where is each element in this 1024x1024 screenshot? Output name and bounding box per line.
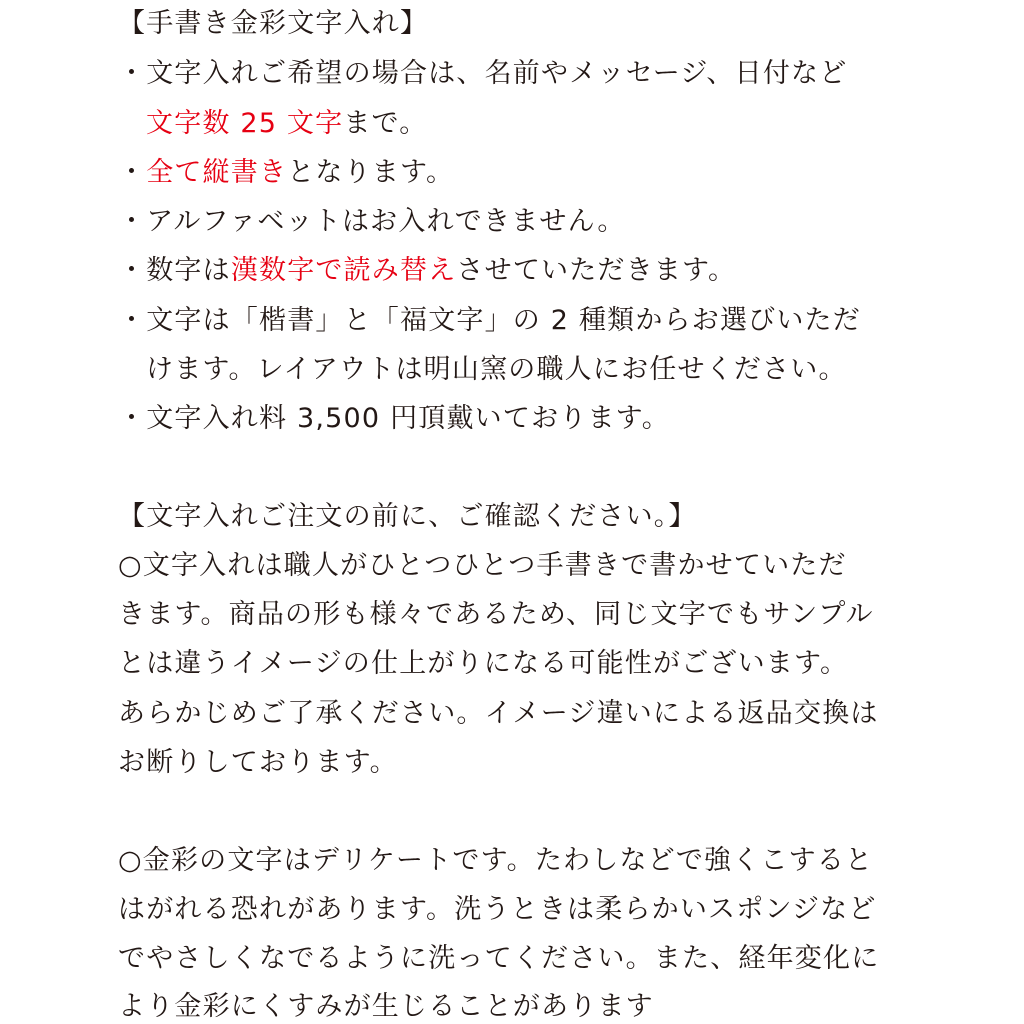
bullet-mark: ・ bbox=[118, 255, 147, 286]
paragraph-handwritten-line-1: ○文字入れは職人がひとつひとつ手書きで書かせていただ bbox=[118, 550, 847, 581]
bullet-request-line-2 bbox=[146, 107, 427, 141]
bullet-mark: ・ bbox=[118, 403, 147, 434]
bullet-request-line-1 bbox=[118, 57, 847, 91]
character-limit-highlight: 文字数 25 文字 bbox=[146, 108, 344, 139]
bullet-mark: ・ bbox=[118, 206, 147, 237]
bullet-vertical-writing bbox=[118, 156, 454, 190]
paragraph-gold-care-line-3: でやさしくなでるように洗ってください。また、経年変化に bbox=[118, 943, 880, 974]
bullet-text: まで。 bbox=[343, 108, 428, 139]
bullet-font-choice-line-2: けます。レイアウトは明山窯の職人にお任せください。 bbox=[146, 354, 847, 385]
bullet-text: 文字は「楷書」と「福文字」の 2 種類からお選びいただ bbox=[146, 305, 861, 336]
section-heading-confirm: 【文字入れご注文の前に、ご確認ください。】 bbox=[118, 501, 697, 532]
paragraph-handwritten-line-5: お断りしております。 bbox=[118, 747, 398, 778]
bullet-text: 文字入れ料 3,500 円頂戴いております。 bbox=[146, 403, 670, 434]
bullet-mark: ・ bbox=[118, 157, 147, 188]
bullet-text: 数字は bbox=[146, 255, 231, 286]
bullet-no-alphabet bbox=[118, 205, 626, 239]
bullet-kanji-numerals bbox=[118, 254, 736, 288]
bullet-mark: ・ bbox=[118, 305, 147, 336]
bullet-fee bbox=[118, 402, 670, 436]
paragraph-gold-care-line-4: より金彩にくすみが生じることがあります bbox=[118, 991, 654, 1022]
bullet-text: アルファベットはお入れできません。 bbox=[146, 206, 626, 237]
bullet-text: させていただきます。 bbox=[456, 255, 737, 286]
bullet-text: 文字入れご希望の場合は、名前やメッセージ、日付など bbox=[146, 58, 848, 89]
paragraph-gold-care-line-1: ○金彩の文字はデリケートです。たわしなどで強くこすると bbox=[118, 845, 874, 876]
vertical-writing-highlight: 全て縦書き bbox=[146, 157, 288, 188]
bullet-font-choice-line-1 bbox=[118, 304, 861, 338]
paragraph-gold-care-line-2: はがれる恐れがあります。洗うときは柔らかいスポンジなど bbox=[118, 894, 877, 925]
paragraph-handwritten-line-3: とは違うイメージの仕上がりになる可能性がございます。 bbox=[118, 648, 849, 679]
paragraph-handwritten-line-2: きます。商品の形も様々であるため、同じ文字でもサンプル bbox=[118, 599, 874, 630]
paragraph-handwritten-line-4: あらかじめご了承ください。イメージ違いによる返品交換は bbox=[118, 698, 879, 729]
bullet-text: となります。 bbox=[287, 157, 455, 188]
bullet-mark: ・ bbox=[118, 58, 147, 89]
kanji-numeral-highlight: 漢数字で読み替え bbox=[230, 255, 457, 286]
section-heading-gold-lettering: 【手書き金彩文字入れ】 bbox=[118, 8, 429, 39]
